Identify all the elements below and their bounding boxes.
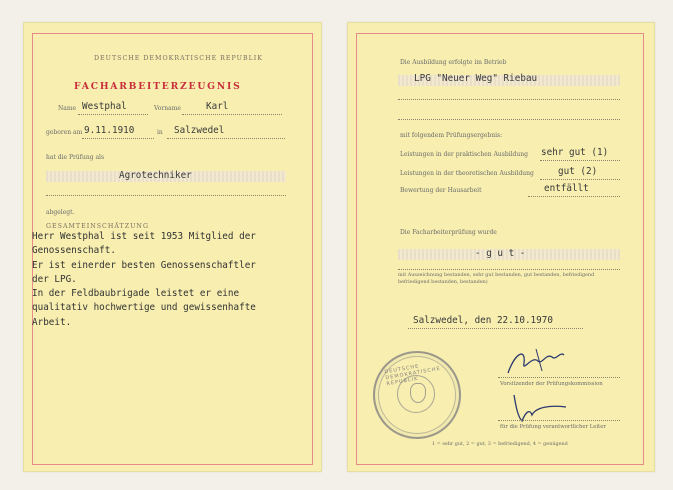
practical-label: Leistungen in der praktischen Ausbildung	[400, 151, 528, 158]
remark-line: Genossenschaft.	[32, 245, 116, 257]
hausarbeit-value: entfällt	[544, 183, 589, 194]
practical-grade: sehr gut (1)	[541, 147, 609, 158]
grade-options-line1: mit Auszeichnung bestanden, sehr gut bestanden, gut bestanden, befriedigend	[398, 272, 595, 278]
state-emblem-icon	[410, 383, 426, 403]
certificate-right-page	[347, 22, 655, 472]
theory-grade: gut (2)	[558, 166, 598, 177]
official-seal-icon	[373, 351, 461, 439]
pruefung-label: Die Facharbeiterprüfung wurde	[400, 229, 497, 236]
assessment-heading: GESAMTEINSCHÄTZUNG	[46, 223, 149, 230]
certificate-title: FACHARBEITERZEUGNIS	[74, 81, 242, 92]
results-label: mit folgendem Prüfungsergebnis:	[400, 132, 503, 139]
theory-label: Leistungen in der theoretischen Ausbildung	[400, 170, 534, 177]
remark-line: Herr Westphal ist seit 1953 Mitglied der	[32, 231, 256, 242]
in-value: Salzwedel	[174, 125, 225, 136]
leader-line	[498, 420, 620, 421]
profession-value: Agrotechniker	[119, 170, 192, 181]
chairman-line	[498, 377, 620, 378]
theory-line	[540, 179, 620, 180]
grade-line	[398, 269, 620, 270]
remark-line: Arbeit.	[32, 316, 72, 328]
born-label: geboren am	[46, 129, 83, 136]
stamp-text: DEUTSCHE DEMOKRATISCHE REPUBLIK	[383, 363, 442, 388]
hausarbeit-label: Bewertung der Hausarbeit	[400, 187, 482, 194]
leader-label: für die Prüfung verantwortlicher Leiter	[500, 424, 606, 430]
in-line	[167, 138, 285, 139]
exam-label: hat die Prüfung als	[46, 154, 105, 161]
blank-line	[398, 119, 620, 120]
vorname-label: Vorname	[154, 105, 181, 112]
assessment-remarks	[32, 230, 297, 330]
in-label: in	[157, 129, 163, 136]
betrieb-line	[398, 99, 620, 100]
vorname-value: Karl	[206, 101, 229, 112]
practical-line	[540, 160, 620, 161]
place-date: Salzwedel, den 22.10.1970	[413, 315, 553, 326]
remark-line: Er ist einerder besten Genossenschaftler	[32, 259, 256, 271]
place-date-line	[408, 328, 583, 329]
ausbildung-label: Die Ausbildung erfolgte im Betrieb	[400, 59, 507, 66]
betrieb-value: LPG "Neuer Weg" Riebau	[414, 73, 538, 84]
born-line	[82, 138, 154, 139]
vorname-line	[182, 114, 282, 115]
name-label: Name	[58, 105, 77, 112]
abgelegt-text: abgelegt.	[46, 209, 75, 216]
name-line	[78, 114, 148, 115]
grade-options-line2: befriedigend bestanden, bestanden)	[398, 279, 488, 285]
profession-line	[46, 195, 286, 196]
hausarbeit-line	[528, 196, 620, 197]
remark-line: der LPG.	[32, 273, 77, 285]
final-grade: - g u t -	[475, 248, 526, 259]
commission-label: Vorsitzender der Prüfungskommission	[500, 381, 603, 387]
certificate-left-page	[23, 22, 322, 472]
republic-heading: DEUTSCHE DEMOKRATISCHE REPUBLIK	[94, 55, 263, 62]
name-value: Westphal	[82, 101, 127, 112]
grade-scale: 1 = sehr gut, 2 = gut, 3 = befriedigend, 4 = genügend	[432, 441, 568, 447]
remark-line: In der Feldbaubrigade leistet er eine	[32, 288, 240, 300]
remark-line: qualitativ hochwertige und gewissenhafte	[32, 302, 256, 314]
born-value: 9.11.1910	[84, 125, 135, 136]
